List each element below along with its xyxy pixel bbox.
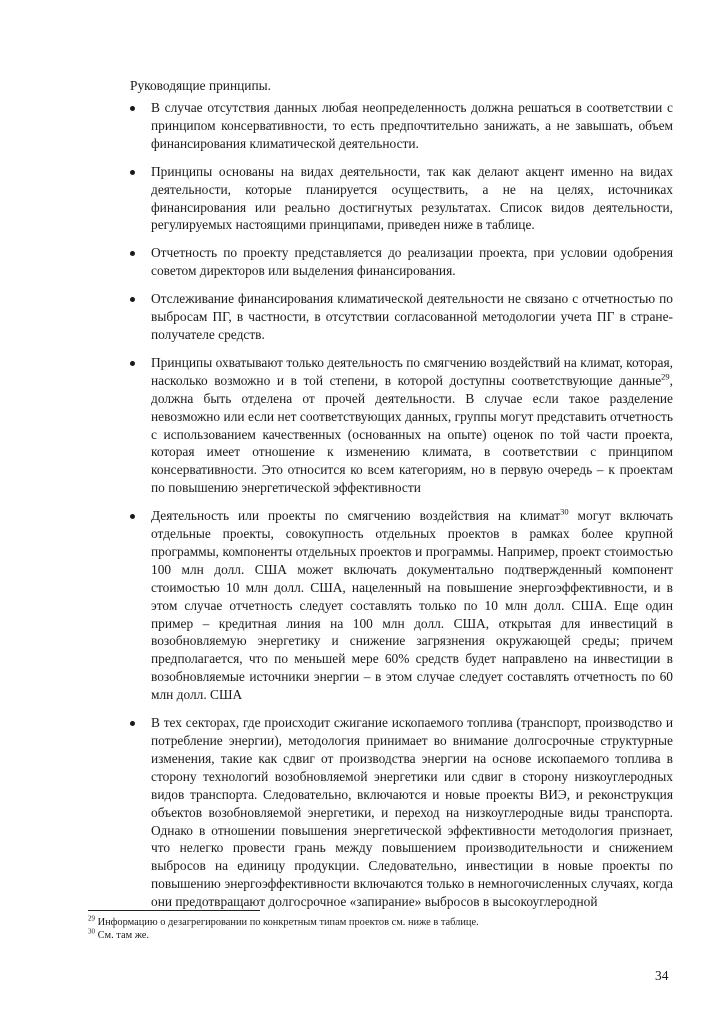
bullet-icon: [130, 251, 135, 256]
footnote-number: 29: [88, 914, 95, 923]
page-number: 34: [655, 968, 669, 983]
list-item-text-part: , должна быть отделена от прочей деятельности. В случае если такое разделение невозможно или если нет соответствующих данных, группы могут представить отчетность с использованием качественных (основанных на опыте) оценок по той части проекта, которая имеет отношение к изменению климата, в соответствии с принципом консервативности. Это относится ко всем категориям, но в первую очередь – к проектам по повышению энергетической эффективности: [151, 372, 673, 496]
intro-heading: Руководящие принципы.: [130, 78, 271, 93]
bullet-icon: [130, 361, 135, 366]
bullet-icon: [130, 514, 135, 519]
list-item: [126, 290, 673, 344]
list-item-text: Принципы основаны на видах деятельности, так как делают акцент именно на видах деятельности, которые планируется осуществить, а не на целях, источниках финансирования или реально достигнутых результатах. Список видов деятельности, регулируемых настоящими принципами, приведен ниже в таблице.: [151, 163, 673, 233]
footnote-divider: [88, 910, 260, 911]
bullet-icon: [130, 106, 135, 111]
footnote-ref-29[interactable]: 29: [661, 371, 670, 382]
list-item: [126, 507, 673, 704]
bullet-icon: [130, 297, 135, 302]
list-item: [126, 714, 673, 911]
list-item-text-part: могут включать отдельные проекты, совокупность отдельных проектов в рамках более крупной программы, компоненты отдельных проектов и программы. Например, проект стоимостью 100 млн долл. США может включать документально подтвержденный компонент стоимостью 10 млн долл. США, нацеленный на повышение энергоэффективности, и в этом случае отчетность следует составлять только по 10 млн долл. США. Еще один пример – кредитная линия на 100 млн долл. США, открытая для инвестиций в возобновляемую энергетику и снижение загрязнения окружающей среды; причем предполагается, что по меньшей мере 60% средств будет направлено на инвестиции в возобновляемые источники энергии – в этом случае следует составлять отчетность по 60 млн долл. США: [151, 508, 673, 703]
footnote-29: [88, 916, 648, 929]
list-item-text: Отслеживание финансирования климатической деятельности не связано с отчетностью по выбросам ПГ, в частности, в отсутствии согласованной методологии учета ПГ в стране-получателе средств.: [151, 291, 673, 342]
bullet-icon: [130, 170, 135, 175]
footnotes: [88, 916, 648, 942]
bullet-icon: [130, 721, 135, 726]
list-item-text: [151, 354, 673, 497]
list-item: [126, 163, 673, 235]
list-item-text: В случае отсутствия данных любая неопределенность должна решаться в соответствии с принципом консервативности, то есть предпочтительно занижать, а не завышать, объем финансирования климатической деятельности.: [151, 100, 673, 151]
list-item-text-part: Деятельность или проекты по смягчению воздействия на климат: [151, 508, 561, 524]
footnote-30: [88, 929, 648, 942]
footnote-text: Информацию о дезагрегировании по конкретным типам проектов см. ниже в таблице.: [95, 917, 479, 928]
list-item-text-part: Принципы охватывают только деятельность по смягчению воздействий на климат, которая, насколько возможно и в той степени, в которой доступны соответствующие данные: [151, 354, 673, 388]
guidelines-list: [126, 99, 673, 921]
list-item-text: Отчетность по проекту представляется до реализации проекта, при условии одобрения советом директоров или выделения финансирования.: [151, 245, 673, 279]
list-item: [126, 99, 673, 153]
list-item-text: [151, 507, 673, 704]
footnote-number: 30: [88, 927, 95, 936]
list-item: [126, 354, 673, 497]
footnote-ref-30[interactable]: 30: [560, 506, 569, 517]
list-item-text: В тех секторах, где происходит сжигание ископаемого топлива (транспорт, производство и потребление энергии), методология принимает во внимание долгосрочные структурные изменения, такие как сдвиг от производства энергии на основе ископаемого топлива в сторону технологий возобновляемой энергетики или сдвиг в сторону низкоуглеродных видов транспорта. Следовательно, включаются и новые проекты ВИЭ, и реконструкция объектов возобновляемой энергетики, и переход на низкоуглеродные виды транспорта. Однако в отношении повышения энергетической эффективности методология признает, что нелегко провести грань между повышением производительности и снижением выбросов на единицу продукции. Следовательно, инвестиции в новые проекты по повышению энергоэффективности включаются только в немногочисленных случаях, когда они предотвращают долгосрочное «запирание» выбросов в высокоуглеродной: [151, 715, 673, 910]
list-item: [126, 244, 673, 280]
footnote-text: См. там же.: [95, 930, 150, 941]
